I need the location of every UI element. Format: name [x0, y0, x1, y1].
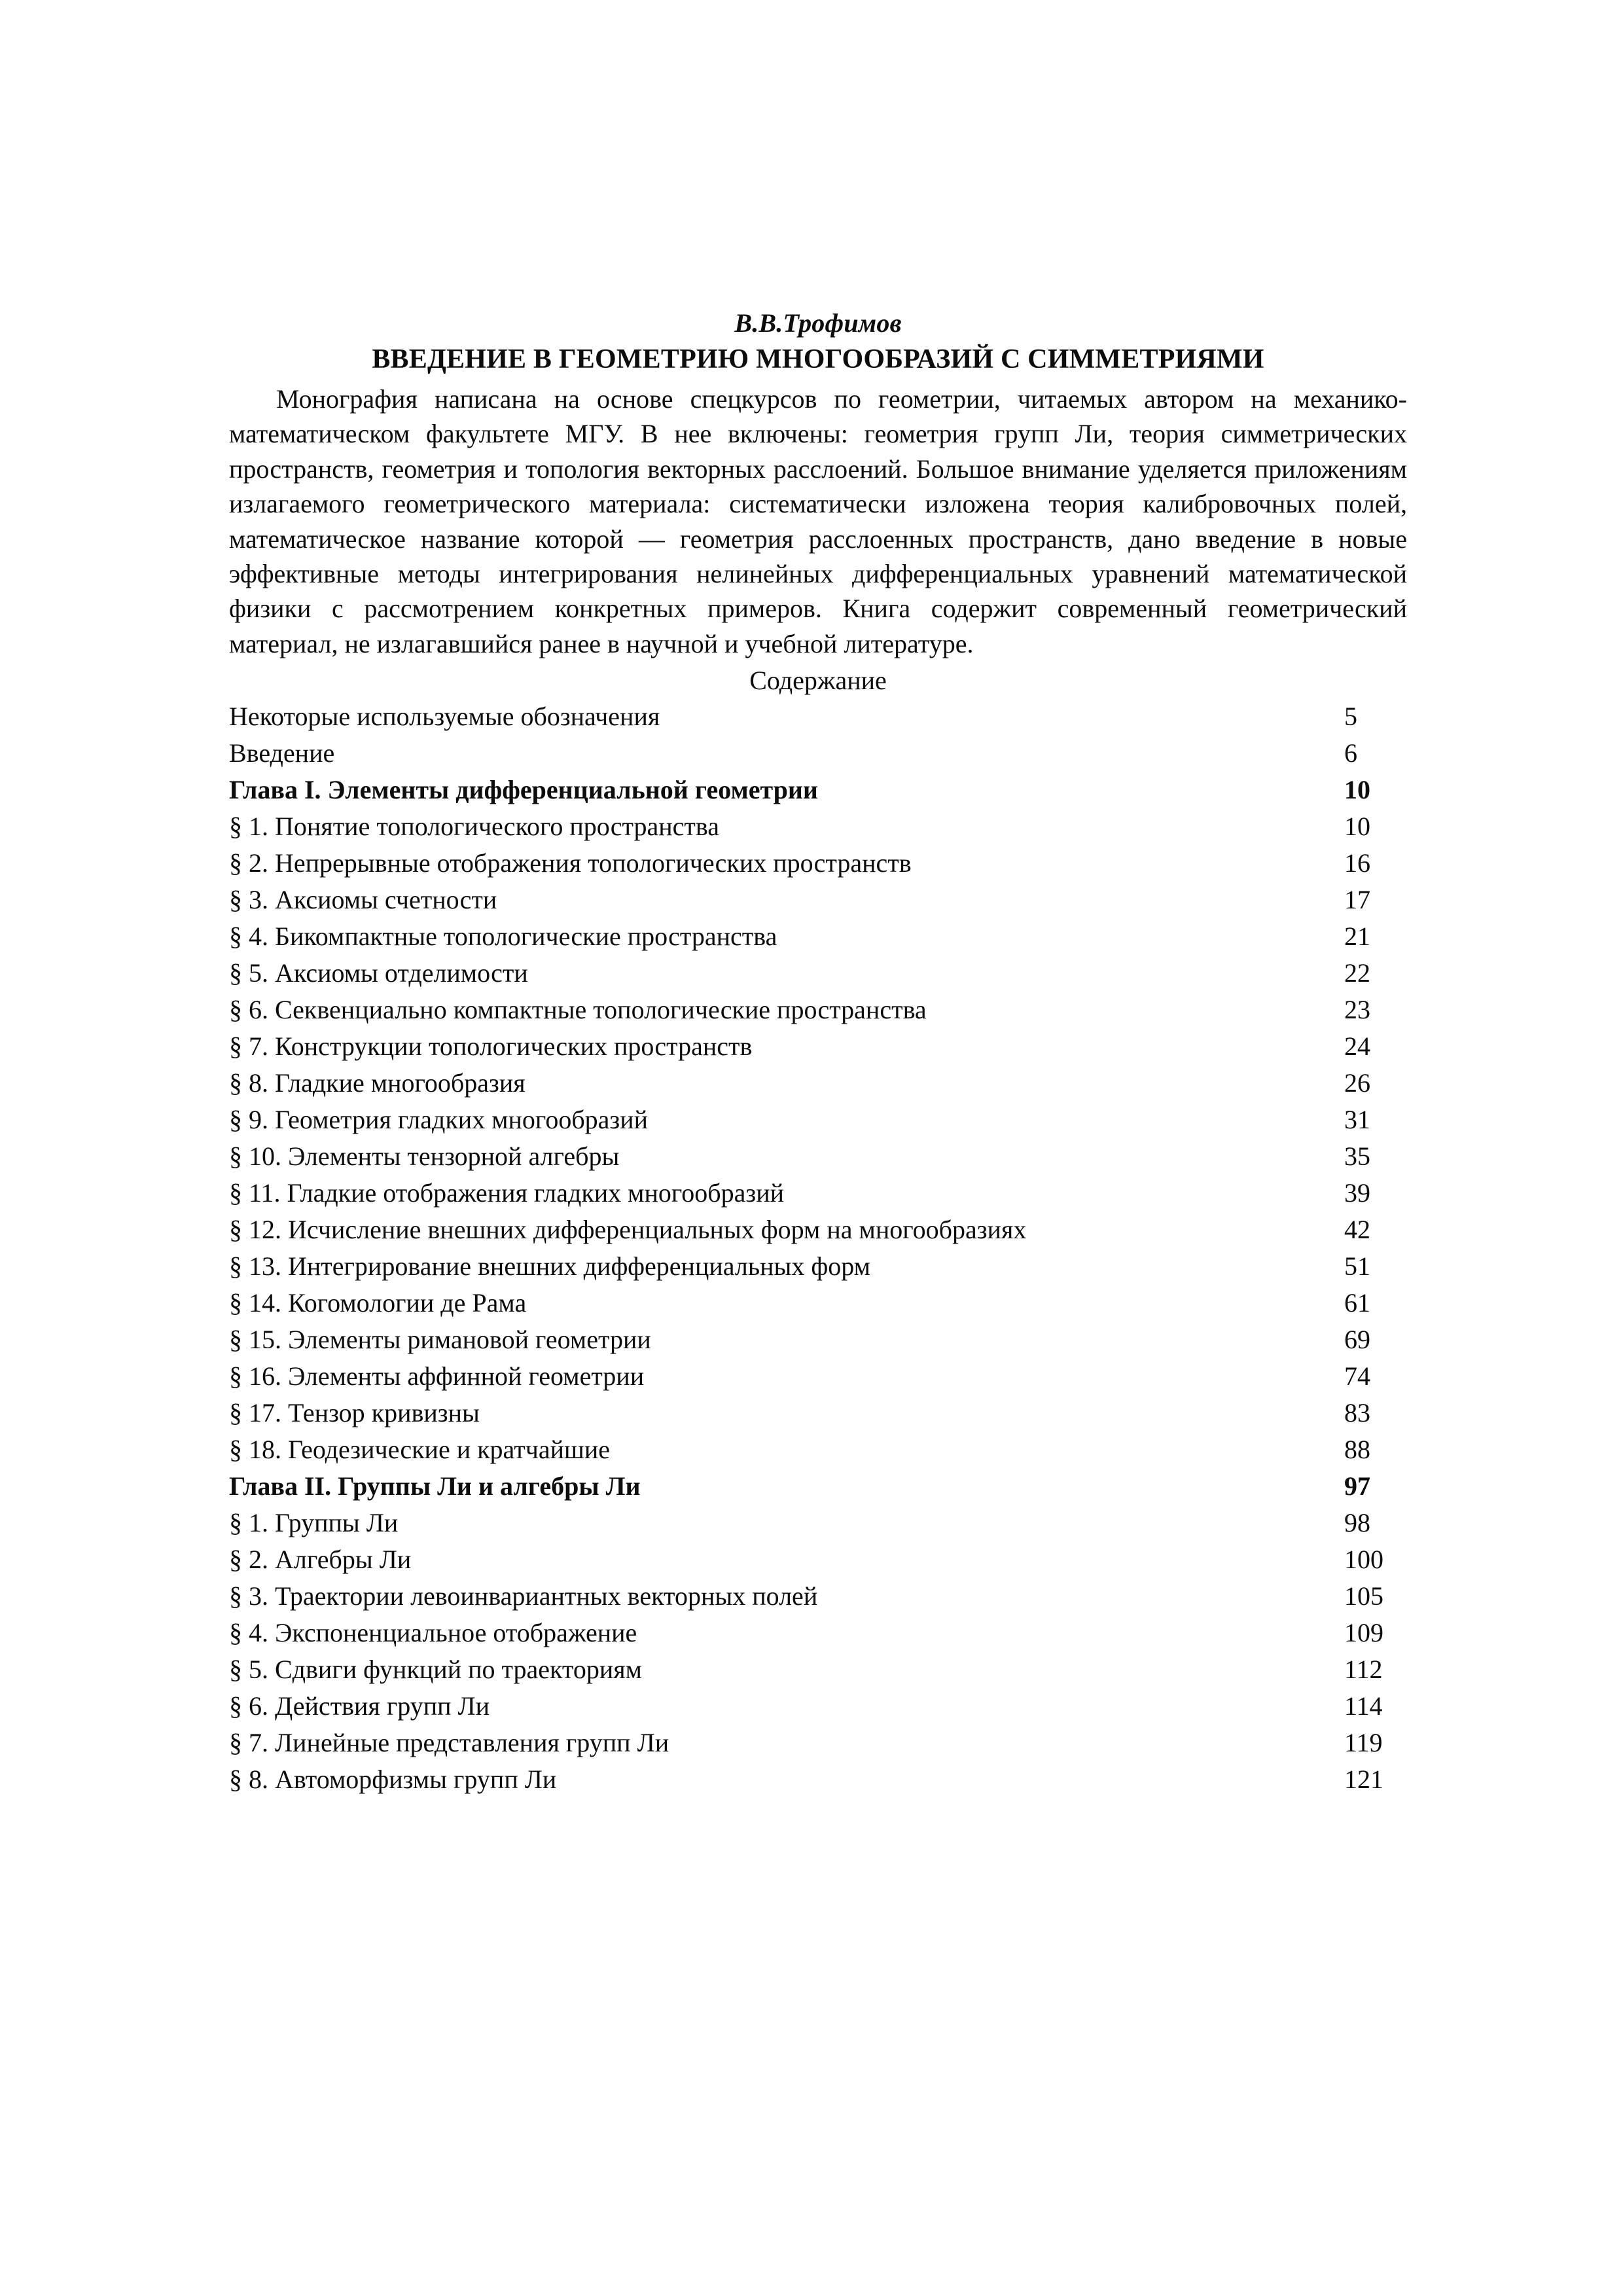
toc-chapter-row[interactable]: [229, 1468, 1407, 1505]
toc-section-row[interactable]: [229, 918, 1407, 955]
toc-section-row[interactable]: [229, 845, 1407, 882]
toc-section-row[interactable]: [229, 1725, 1407, 1761]
toc-entry-label: Некоторые используемые обозначения: [229, 702, 660, 732]
toc-entry-page-number: 98: [1344, 1508, 1370, 1538]
toc-entry-label: § 9. Геометрия гладких многообразий: [229, 1105, 649, 1135]
toc-section-row[interactable]: [229, 1651, 1407, 1688]
toc-entry-page-number: 42: [1344, 1215, 1370, 1245]
toc-entry-label: § 17. Тензор кривизны: [229, 1398, 480, 1428]
toc-section-row[interactable]: [229, 1395, 1407, 1431]
book-title: ВВЕДЕНИЕ В ГЕОМЕТРИЮ МНОГООБРАЗИЙ С СИММЕТРИЯМИ: [372, 344, 1264, 374]
toc-section-row[interactable]: [229, 1138, 1407, 1175]
toc-entry-page-number: 6: [1344, 738, 1357, 768]
author-name: В.В.Трофимов: [734, 308, 902, 338]
toc-entry-label: § 16. Элементы аффинной геометрии: [229, 1361, 645, 1391]
toc-section-row[interactable]: [229, 1065, 1407, 1102]
toc-entry-label: § 7. Линейные представления групп Ли: [229, 1728, 669, 1758]
toc-entry-page-number: 35: [1344, 1141, 1370, 1172]
toc-entry-page-number: 61: [1344, 1288, 1370, 1318]
toc-entry-page-number: 105: [1344, 1581, 1383, 1611]
toc-entry-page-number: 74: [1344, 1361, 1370, 1391]
toc-section-row[interactable]: [229, 1505, 1407, 1541]
toc-entry-page-number: 121: [1344, 1765, 1383, 1795]
toc-entry-label: § 12. Исчисление внешних дифференциальных форм на многообразиях: [229, 1215, 1027, 1245]
toc-entry-page-number: 26: [1344, 1068, 1370, 1098]
toc-entry-label: § 6. Секвенциально компактные топологические пространства: [229, 995, 927, 1025]
toc-section-row[interactable]: [229, 992, 1407, 1028]
toc-section-row[interactable]: [229, 1541, 1407, 1578]
toc-entry-label: § 5. Сдвиги функций по траекториям: [229, 1655, 642, 1685]
toc-entry-page-number: 97: [1344, 1471, 1370, 1501]
toc-section-row[interactable]: [229, 882, 1407, 918]
toc-entry-label: Глава I. Элементы дифференциальной геометрии: [229, 775, 818, 805]
toc-entry-page-number: 69: [1344, 1325, 1370, 1355]
toc-entry-label: § 1. Группы Ли: [229, 1508, 399, 1538]
toc-entry-label: Глава II. Группы Ли и алгебры Ли: [229, 1471, 641, 1501]
toc-section-row[interactable]: [229, 1175, 1407, 1211]
toc-section-row[interactable]: [229, 1102, 1407, 1138]
toc-entry-page-number: 114: [1344, 1691, 1383, 1721]
toc-entry-label: § 10. Элементы тензорной алгебры: [229, 1141, 620, 1172]
toc-section-row[interactable]: [229, 1615, 1407, 1651]
toc-entry-page-number: 17: [1344, 885, 1370, 915]
toc-entry-page-number: 23: [1344, 995, 1370, 1025]
toc-entry-page-number: 112: [1344, 1655, 1383, 1685]
toc-entry-label: § 8. Автоморфизмы групп Ли: [229, 1765, 557, 1795]
toc-entry-page-number: 10: [1344, 775, 1370, 805]
toc-entry-label: § 4. Экспоненциальное отображение: [229, 1618, 637, 1648]
toc-entry-label: § 15. Элементы римановой геометрии: [229, 1325, 651, 1355]
abstract-paragraph: Монография написана на основе спецкурсов по геометрии, читаемых автором на механико-математическом факультете МГУ. В нее включены: геометрия групп Ли, теория симметрических пространств, геометрия и топология векторных расслоений. Большое внимание уделяется приложениям излагаемого геометрического материала: систематически изложена теория калибровочных полей, математическое название которой — геометрия расслоенных пространств, дано введение в новые эффективные методы интегрирования нелинейных дифференциальных уравнений математической физики с рассмотрением конкретных примеров. Книга содержит современный геометрический материал, не излагавшийся ранее в научной и учебной литературе.: [229, 384, 1407, 658]
toc-entry-page-number: 21: [1344, 922, 1370, 952]
toc-entry-label: § 13. Интегрирование внешних дифференциальных форм: [229, 1251, 870, 1282]
toc-section-row[interactable]: [229, 698, 1407, 735]
toc-section-row[interactable]: [229, 808, 1407, 845]
toc-entry-page-number: 31: [1344, 1105, 1370, 1135]
toc-section-row[interactable]: [229, 1211, 1407, 1248]
toc-section-row[interactable]: [229, 1578, 1407, 1615]
toc-section-row[interactable]: [229, 1761, 1407, 1798]
toc-entry-page-number: 119: [1344, 1728, 1383, 1758]
toc-entry-page-number: 24: [1344, 1031, 1370, 1062]
toc-entry-label: § 11. Гладкие отображения гладких многообразий: [229, 1178, 785, 1208]
toc-entry-page-number: 83: [1344, 1398, 1370, 1428]
toc-entry-label: § 3. Аксиомы счетности: [229, 885, 497, 915]
toc-entry-page-number: 100: [1344, 1545, 1383, 1575]
toc-section-row[interactable]: [229, 1688, 1407, 1725]
toc-entry-page-number: 39: [1344, 1178, 1370, 1208]
toc-entry-label: § 14. Когомологии де Рама: [229, 1288, 527, 1318]
toc-entry-page-number: 16: [1344, 848, 1370, 878]
toc-entry-page-number: 22: [1344, 958, 1370, 988]
toc-entry-page-number: 5: [1344, 702, 1357, 732]
toc-entry-label: § 1. Понятие топологического пространства: [229, 812, 720, 842]
toc-entry-label: Введение: [229, 738, 335, 768]
toc-section-row[interactable]: [229, 955, 1407, 992]
table-of-contents: [229, 698, 1407, 1798]
toc-entry-page-number: 51: [1344, 1251, 1370, 1282]
toc-section-row[interactable]: [229, 1431, 1407, 1468]
toc-entry-page-number: 88: [1344, 1435, 1370, 1465]
toc-entry-label: § 2. Непрерывные отображения топологических пространств: [229, 848, 912, 878]
toc-entry-label: § 5. Аксиомы отделимости: [229, 958, 528, 988]
toc-entry-label: § 18. Геодезические и кратчайшие: [229, 1435, 610, 1465]
toc-section-row[interactable]: [229, 1285, 1407, 1321]
toc-section-row[interactable]: [229, 1321, 1407, 1358]
toc-section-row[interactable]: [229, 1028, 1407, 1065]
toc-entry-label: § 6. Действия групп Ли: [229, 1691, 490, 1721]
toc-entry-page-number: 10: [1344, 812, 1370, 842]
toc-entry-label: § 8. Гладкие многообразия: [229, 1068, 526, 1098]
toc-chapter-row[interactable]: [229, 772, 1407, 808]
toc-entry-label: § 7. Конструкции топологических пространств: [229, 1031, 753, 1062]
toc-section-row[interactable]: [229, 1358, 1407, 1395]
toc-section-row[interactable]: [229, 1248, 1407, 1285]
toc-section-row[interactable]: [229, 735, 1407, 772]
table-of-contents-heading: Содержание: [749, 666, 887, 696]
toc-entry-label: § 3. Траектории левоинвариантных векторных полей: [229, 1581, 818, 1611]
toc-entry-label: § 2. Алгебры Ли: [229, 1545, 412, 1575]
toc-entry-page-number: 109: [1344, 1618, 1383, 1648]
toc-entry-label: § 4. Бикомпактные топологические пространства: [229, 922, 777, 952]
